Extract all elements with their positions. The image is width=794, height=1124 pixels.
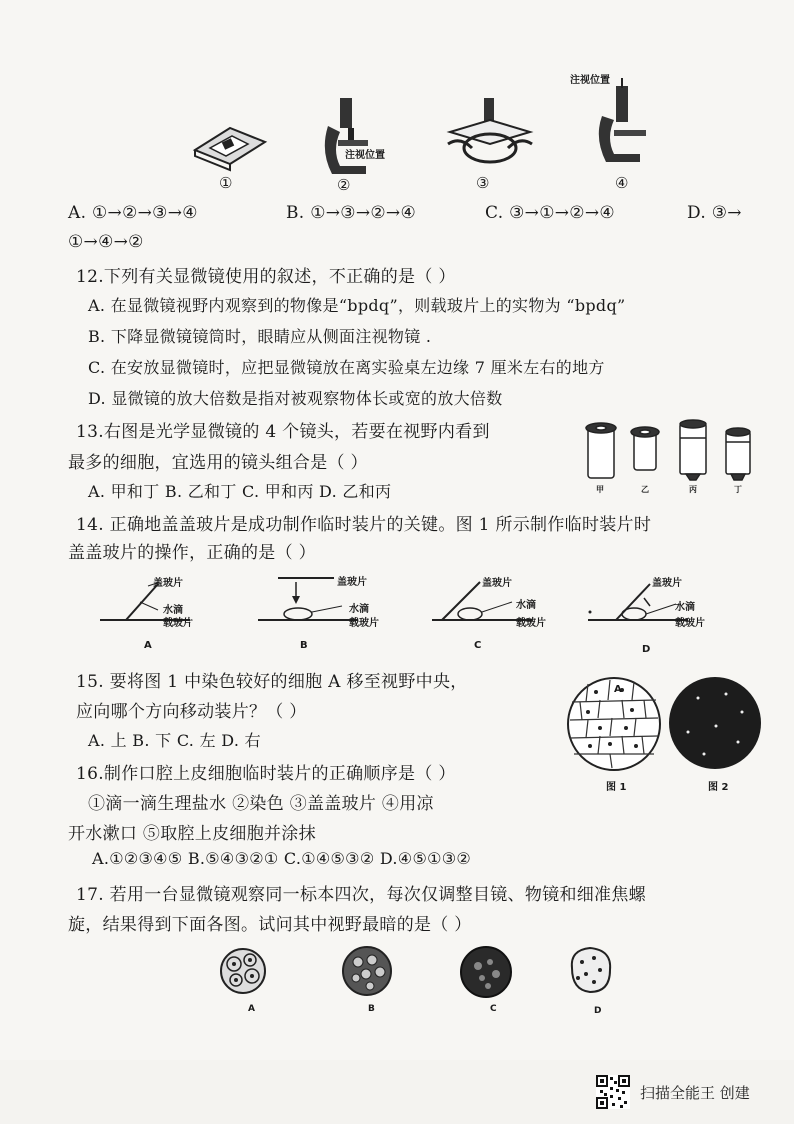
q11-label-2: ②	[337, 176, 351, 194]
q16-steps-2: 开水漱口 ⑤取腔上皮细胞并涂抹	[68, 824, 316, 844]
q12-option-c: C. 在安放显微镜时，应把显微镜放在离实验桌左边缘 7 厘米左右的地方	[88, 358, 605, 377]
q11-label-1: ①	[219, 174, 233, 192]
q14-d-label: D	[642, 644, 651, 655]
q12-option-b: B. 下降显微镜镜筒时，眼睛应从侧面注视物镜 .	[88, 327, 432, 346]
qr-code-icon	[596, 1075, 630, 1109]
q14-b-slide-label: 载玻片	[349, 618, 379, 629]
q15-figure-2	[668, 676, 762, 770]
q14-d-cover-label: 盖玻片	[652, 578, 682, 589]
q16-options: A.①②③④⑤ B.⑤④③②① C.①④⑤③② D.④⑤①③②	[92, 849, 472, 868]
q17-stem-1: 17. 若用一台显微镜观察同一标本四次，每次仅调整目镜、物镜和细准焦螺	[76, 885, 646, 905]
q14-a-slide-label: 载玻片	[163, 618, 193, 629]
q14-d-water-label: 水滴	[675, 602, 695, 613]
q14-a-water-label: 水滴	[163, 605, 183, 616]
q12-stem: 12.下列有关显微镜使用的叙述，不正确的是（ ）	[76, 267, 456, 287]
q13-lens-label-4: 丁	[734, 485, 742, 494]
q17-view-b	[340, 944, 394, 998]
q17-label-d: D	[594, 1006, 602, 1016]
q15-cell-a-label: A	[614, 684, 622, 695]
q14-a-cover-label: 盖玻片	[153, 578, 183, 589]
scanner-watermark	[596, 1074, 750, 1110]
q14-d-slide-label: 载玻片	[675, 618, 705, 629]
q11-option-d: D. ③→	[687, 203, 742, 223]
q14-c-water-label: 水滴	[516, 600, 536, 611]
q17-label-a: A	[248, 1004, 255, 1014]
q13-lens-label-1: 甲	[596, 485, 604, 494]
q14-a-label: A	[144, 640, 152, 651]
q16-steps-1: ①滴一滴生理盐水 ②染色 ③盖盖玻片 ④用凉	[88, 794, 434, 814]
q14-b-cover-label: 盖玻片	[337, 577, 367, 588]
q14-c-cover-label: 盖玻片	[482, 578, 512, 589]
q11-option-a: A. ①→②→③→④	[68, 203, 198, 223]
q17-view-c	[458, 944, 514, 1000]
q17-view-a	[218, 946, 268, 996]
q14-c-slide-label: 载玻片	[516, 618, 546, 629]
q14-b-label: B	[300, 640, 308, 651]
q12-option-a: A. 在显微镜视野内观察到的物像是“bpdq”，则载玻片上的实物为 “bpdq”	[88, 296, 626, 315]
q13-options: A. 甲和丁 B. 乙和丁 C. 甲和丙 D. 乙和丙	[88, 482, 392, 501]
q11-figure-3	[440, 96, 540, 172]
q15-figure-2-caption: 图 2	[708, 782, 729, 793]
q14-stem-2: 盖盖玻片的操作，正确的是（ ）	[68, 543, 316, 563]
q11-label-4: ④	[615, 174, 629, 192]
q13-stem-1: 13.右图是光学显微镜的 4 个镜头，若要在视野内看到	[76, 422, 490, 442]
q15-options: A. 上 B. 下 C. 左 D. 右	[88, 731, 261, 750]
q11-option-b: B. ①→③→②→④	[286, 203, 416, 223]
q11-figure-4	[590, 78, 660, 168]
q17-label-b: B	[368, 1004, 375, 1014]
q11-figure-1	[190, 120, 270, 170]
q11-label-3: ③	[476, 174, 490, 192]
q17-label-c: C	[490, 1004, 497, 1014]
q11-annot-2: 注视位置	[345, 150, 385, 161]
q14-stem-1: 14. 正确地盖盖玻片是成功制作临时装片的关键。图 1 所示制作临时装片时	[76, 515, 652, 535]
q11-figure-2	[318, 96, 388, 180]
q13-lens-label-2: 乙	[641, 485, 649, 494]
q16-stem: 16.制作口腔上皮细胞临时装片的正确顺序是（ ）	[76, 764, 456, 784]
q15-stem-1: 15. 要将图 1 中染色较好的细胞 A 移至视野中央，	[76, 672, 468, 692]
q13-lenses	[584, 418, 768, 482]
q14-c-label: C	[474, 640, 482, 651]
q11-option-d-cont: ①→④→②	[68, 232, 144, 252]
q11-option-c: C. ③→①→②→④	[485, 203, 615, 223]
q11-annot-4: 注视位置	[570, 75, 610, 86]
watermark-text: 扫描全能王 创建	[640, 1083, 750, 1102]
q12-option-d: D. 显微镜的放大倍数是指对被观察物体长或宽的放大倍数	[88, 389, 503, 408]
q15-stem-2: 应向哪个方向移动装片？（ ）	[76, 702, 307, 722]
q15-figure-1-caption: 图 1	[606, 782, 627, 793]
q14-b-water-label: 水滴	[349, 604, 369, 615]
q13-stem-2: 最多的细胞，宜选用的镜头组合是（ ）	[68, 453, 368, 473]
q13-lens-label-3: 丙	[689, 485, 697, 494]
q17-stem-2: 旋，结果得到下面各图。试问其中视野最暗的是（ ）	[68, 915, 472, 935]
q17-view-d	[562, 942, 618, 998]
